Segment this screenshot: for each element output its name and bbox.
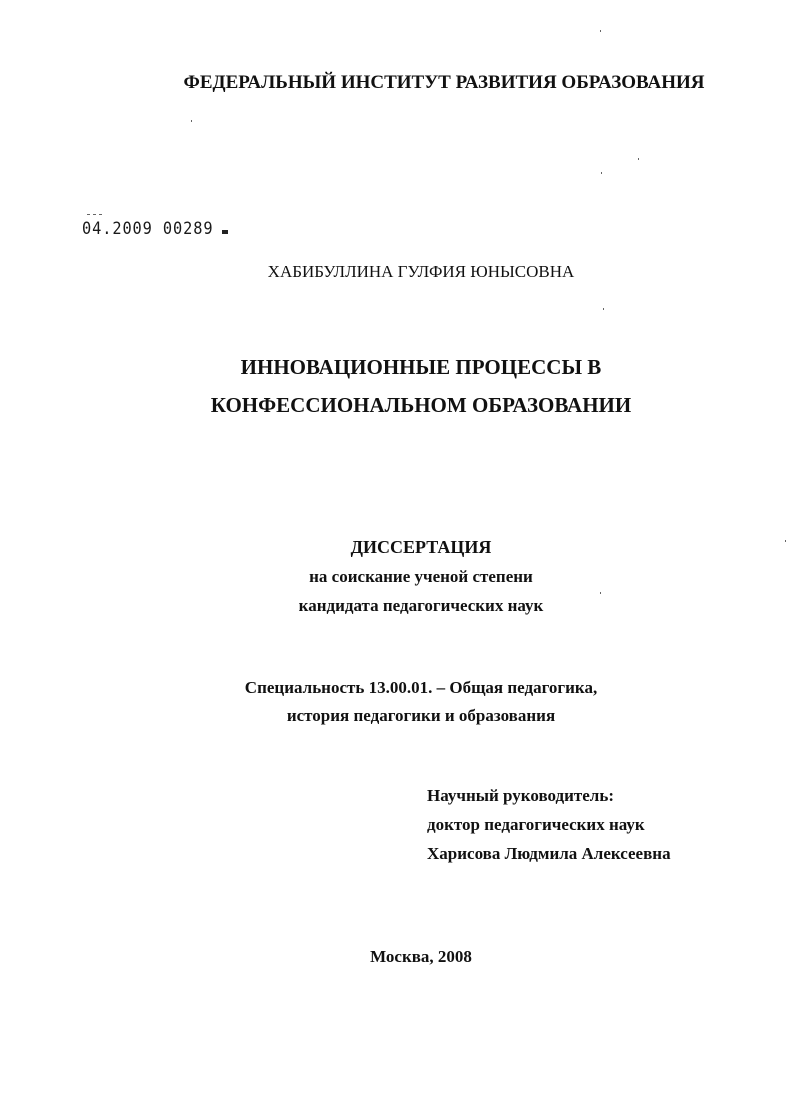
scan-speck bbox=[785, 540, 786, 542]
degree-line-1: на соискание ученой степени bbox=[309, 567, 533, 586]
scan-speck bbox=[638, 158, 639, 160]
supervisor-degree: доктор педагогических наук bbox=[427, 815, 645, 834]
specialty-line-2: история педагогики и образования bbox=[286, 706, 556, 725]
place-year: Москва, 2008 bbox=[370, 947, 472, 966]
supervisor-label: Научный руководитель: bbox=[427, 786, 614, 805]
scan-speck bbox=[600, 592, 601, 594]
scan-speck bbox=[93, 214, 96, 215]
scan-speck bbox=[601, 172, 602, 174]
supervisor-name: Харисова Людмила Алексеевна bbox=[427, 844, 671, 863]
scan-speck bbox=[191, 120, 192, 122]
work-type: ДИССЕРТАЦИЯ bbox=[350, 537, 492, 557]
thesis-title-line-2: КОНФЕССИОНАЛЬНОМ ОБРАЗОВАНИИ bbox=[210, 393, 632, 417]
scan-speck bbox=[603, 308, 604, 310]
thesis-title-line-1: ИННОВАЦИОННЫЕ ПРОЦЕССЫ В bbox=[240, 355, 602, 379]
author-name: ХАБИБУЛЛИНА ГУЛФИЯ ЮНЫСОВНА bbox=[267, 262, 575, 281]
degree-line-2: кандидата педагогических наук bbox=[298, 596, 544, 615]
catalog-code: 04.2009 00289 bbox=[82, 219, 214, 239]
institute-name: ФЕДЕРАЛЬНЫЙ ИНСТИТУТ РАЗВИТИЯ ОБРАЗОВАНИЯ bbox=[183, 72, 705, 93]
scan-speck bbox=[99, 214, 102, 215]
code-mark-icon bbox=[222, 230, 228, 234]
specialty-line-1: Специальность 13.00.01. – Общая педагогика, bbox=[244, 678, 598, 697]
scan-speck bbox=[87, 214, 90, 215]
scan-speck bbox=[600, 30, 601, 32]
